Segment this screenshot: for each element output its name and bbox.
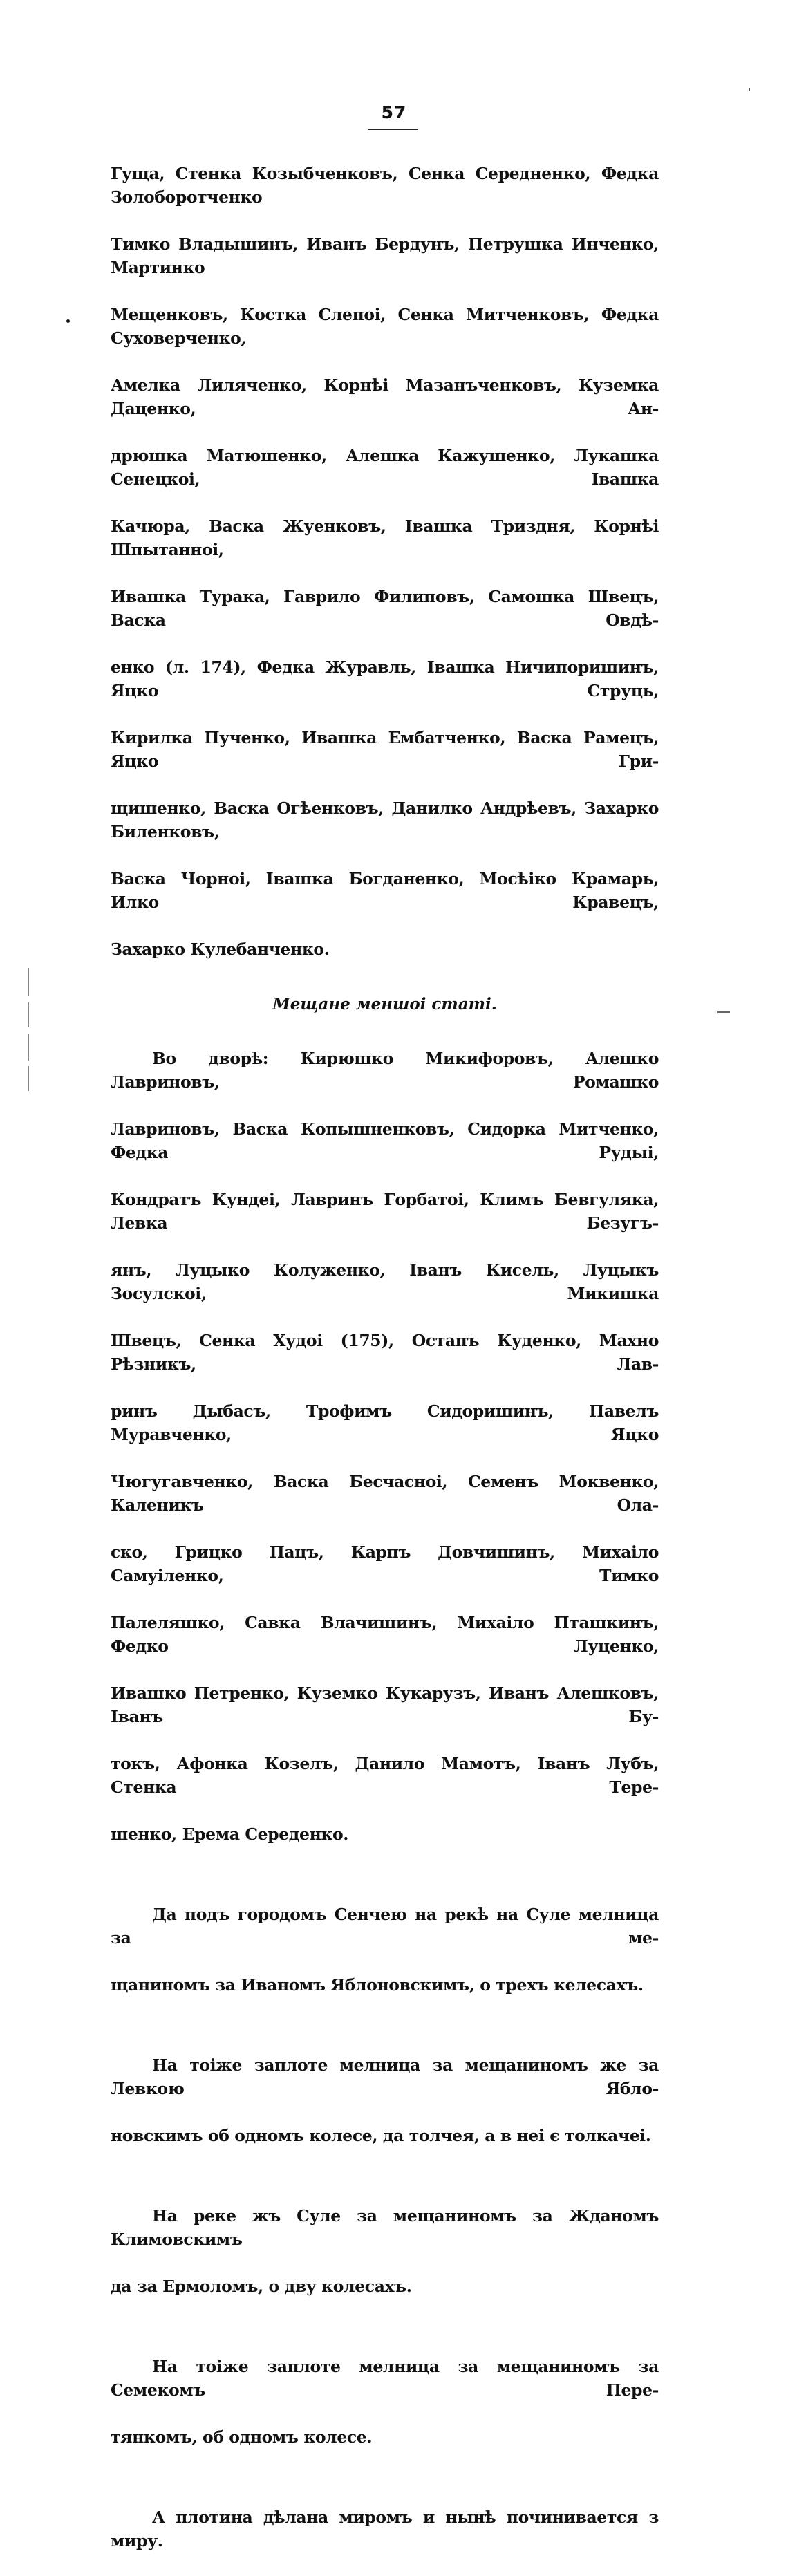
text-line: Качюра, Васка Жуенковъ, Івашка Триздня, Корнѣі Шпытанноі, bbox=[111, 516, 659, 559]
paragraph-mill-1 bbox=[111, 1879, 659, 2020]
paragraph-mill-2 bbox=[111, 2030, 659, 2171]
paragraph-residents-list bbox=[111, 138, 659, 984]
text-line: На реке жъ Суле за мещаниномъ за Жданомъ Климовскимъ bbox=[111, 2206, 659, 2249]
text-line: Захарко Кулебанченко. bbox=[111, 940, 330, 959]
text-line: Васка Чорноі, Івашка Богданенко, Мосѣіко Крамарь, Илко Кравецъ, bbox=[111, 869, 659, 912]
page-number-rule bbox=[368, 129, 418, 130]
paragraph-townsmen-list bbox=[111, 1023, 659, 1869]
scan-edge-line bbox=[28, 968, 29, 996]
text-line: щишенко, Васка Огѣенковъ, Данилко Андрѣевъ, Захарко Биленковъ, bbox=[111, 799, 659, 841]
text-line: Швецъ, Сенка Худоі (175), Остапъ Куденко, Махно Рѣзникъ, Лав- bbox=[111, 1331, 659, 1374]
scan-edge-line bbox=[28, 1066, 29, 1091]
text-line: А плотина дѣлана миромъ и нынѣ починивается з миру. bbox=[111, 2508, 659, 2550]
text-line: Тимко Владышинъ, Иванъ Бердунъ, Петрушка Инченко, Мартинко bbox=[111, 234, 659, 277]
scan-edge-line bbox=[28, 1002, 29, 1027]
text-line: енко (л. 174), Федка Журавль, Івашка Ничипоришинъ, Яцко Струць, bbox=[111, 657, 659, 700]
text-line: да за Ермоломъ, о дву колесахъ. bbox=[111, 2277, 412, 2296]
paragraph-dam bbox=[111, 2482, 659, 2576]
paragraph-mill-3 bbox=[111, 2181, 659, 2322]
text-line: Амелка Лиляченко, Корнѣі Мазанъченковъ, Куземка Даценко, Ан- bbox=[111, 375, 659, 418]
text-line: ринъ Дыбасъ, Трофимъ Сидоришинъ, Павелъ Муравченко, Яцко bbox=[111, 1401, 659, 1444]
text-line: Чюгугавченко, Васка Бесчасноі, Семенъ Моквенко, Каленикъ Ола- bbox=[111, 1472, 659, 1515]
paragraph-mill-4 bbox=[111, 2331, 659, 2472]
text-line: На тоіже заплоте мелница за мещаниномъ же за Левкою Ябло- bbox=[111, 2055, 659, 2098]
margin-dash bbox=[717, 1011, 730, 1013]
text-line: Лавриновъ, Васка Копышненковъ, Сидорка Митченко, Федка Рудыі, bbox=[111, 1119, 659, 1162]
text-line: шенко, Ерема Середенко. bbox=[111, 1824, 349, 1844]
text-line: новскимъ об одномъ колесе, да толчея, а в неі є толкачеі. bbox=[111, 2126, 651, 2145]
text-line: янъ, Луцыко Колуженко, Іванъ Кисель, Луцыкъ Зосулскоі, Микишка bbox=[111, 1260, 659, 1303]
scan-edge-line bbox=[28, 1034, 29, 1061]
text-line: Да подъ городомъ Сенчею на рекѣ на Суле мелница за ме- bbox=[111, 1905, 659, 1948]
scan-speck bbox=[749, 88, 750, 91]
text-line: тянкомъ, об одномъ колесе. bbox=[111, 2427, 373, 2447]
margin-dot bbox=[66, 319, 70, 323]
text-line: Ивашка Турака, Гаврило Филиповъ, Самошка Швецъ, Васка Овдѣ- bbox=[111, 587, 659, 630]
text-line: дрюшка Матюшенко, Алешка Кажушенко, Лукашка Сенецкоі, Івашка bbox=[111, 446, 659, 489]
section-heading: Мещане меншоі статі. bbox=[272, 995, 497, 1014]
page-number: 57 bbox=[381, 102, 407, 122]
text-line: На тоіже заплоте мелница за мещаниномъ за Семекомъ Пере- bbox=[111, 2357, 659, 2400]
text-line: Кирилка Пученко, Ивашка Ембатченко, Васка Рамецъ, Яцко Гри- bbox=[111, 728, 659, 771]
text-line: Кондратъ Кундеі, Лавринъ Горбатоі, Климъ Бевгуляка, Левка Безугъ- bbox=[111, 1190, 659, 1233]
text-line: токъ, Афонка Козелъ, Данило Мамотъ, Іванъ Лубъ, Стенка Тере- bbox=[111, 1754, 659, 1797]
text-line: Мещенковъ, Костка Слепоі, Сенка Митченковъ, Федка Суховерченко, bbox=[111, 305, 659, 348]
text-line: Гуща, Стенка Козыбченковъ, Сенка Середненко, Федка Золоборотченко bbox=[111, 164, 659, 207]
text-line: Палеляшко, Савка Влачишинъ, Михаіло Пташкинъ, Федко Луценко, bbox=[111, 1613, 659, 1656]
text-line: Ивашко Петренко, Куземко Кукарузъ, Иванъ Алешковъ, Іванъ Бу- bbox=[111, 1683, 659, 1726]
text-line: щаниномъ за Иваномъ Яблоновскимъ, о трехъ келесахъ. bbox=[111, 1975, 644, 1995]
main-text bbox=[111, 138, 659, 2576]
text-line: Во дворѣ: Кирюшко Микифоровъ, Алешко Лавриновъ, Ромашко bbox=[111, 1049, 659, 1092]
text-line: ско, Грицко Пацъ, Карпъ Довчишинъ, Михаіло Самуіленко, Тимко bbox=[111, 1542, 659, 1585]
